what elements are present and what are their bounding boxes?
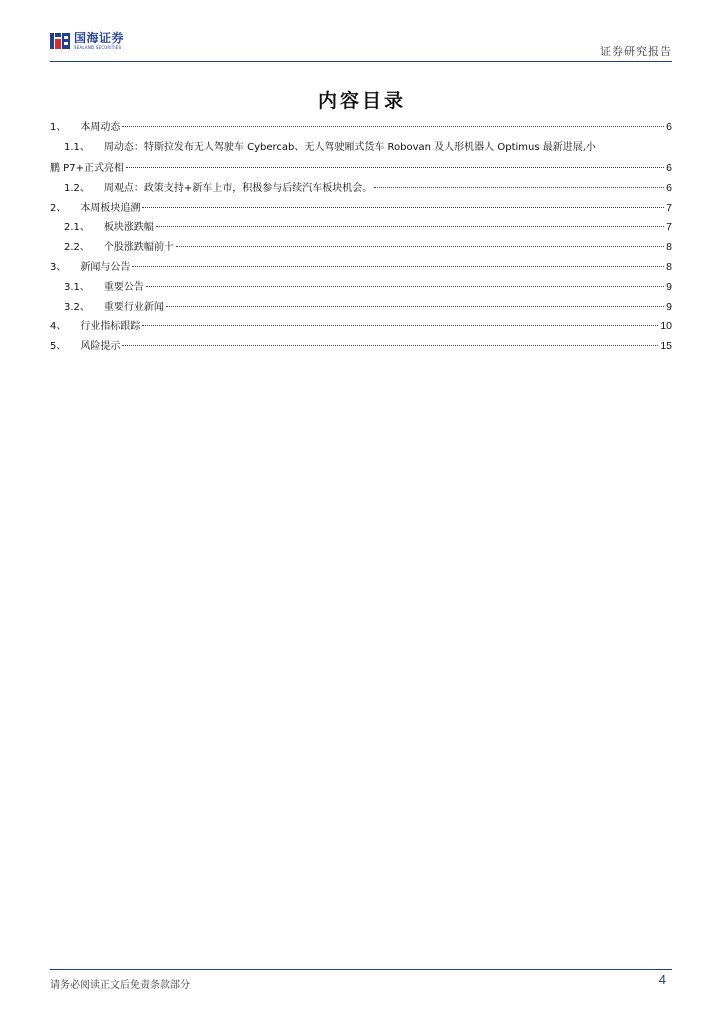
toc-entry-title: 板块涨跌幅 <box>103 222 154 234</box>
toc-dot-leader <box>374 187 664 188</box>
toc-dot-leader <box>122 345 658 346</box>
toc-entry-title: 风险提示 <box>80 341 121 353</box>
toc-dot-leader <box>126 167 664 168</box>
toc-entry-number: 3.2、 <box>64 301 90 313</box>
toc-entry-page: 15 <box>660 340 672 353</box>
toc-entry-page: 9 <box>666 300 672 313</box>
toc-dot-leader <box>142 207 664 208</box>
toc-entry-title: 新闻与公告 <box>80 261 131 273</box>
toc-entry[interactable] <box>50 199 672 219</box>
logo-chinese-name: 国海证券 <box>74 31 125 45</box>
toc-entry-title: 周观点：政策支持+新车上市，积极参与后续汽车板块机会。 <box>103 182 373 194</box>
toc-entry[interactable] <box>50 278 672 298</box>
footer-page-number: 4 <box>658 972 666 987</box>
toc-entry[interactable] <box>50 179 672 199</box>
toc-entry[interactable] <box>50 258 672 278</box>
toc-entry[interactable] <box>50 138 672 179</box>
toc-entry-number: 4、 <box>50 321 67 333</box>
footer-disclaimer: 请务必阅读正文后免责条款部分 <box>50 980 190 991</box>
toc-entry-page: 6 <box>666 181 672 194</box>
toc-entry[interactable] <box>50 337 672 357</box>
table-of-contents <box>50 118 672 357</box>
toc-entry[interactable] <box>50 298 672 318</box>
toc-entry-number: 2.1、 <box>64 222 90 234</box>
sealand-logo-icon <box>50 31 70 51</box>
toc-dot-leader <box>166 306 664 307</box>
toc-entry-page: 8 <box>666 241 672 254</box>
toc-dot-leader <box>176 246 664 247</box>
footer-divider <box>50 969 672 970</box>
logo-english-name: SEALAND SECURITIES <box>74 45 122 50</box>
header-divider <box>50 61 672 62</box>
toc-entry-page: 7 <box>666 201 672 214</box>
toc-entry-number: 1、 <box>50 122 67 133</box>
toc-entry-number: 2.2、 <box>64 242 90 254</box>
toc-entry[interactable] <box>50 118 672 138</box>
report-type-label: 证券研究报告 <box>600 45 672 58</box>
toc-entry-title: 重要公告 <box>103 281 144 293</box>
toc-entry-number: 3、 <box>50 261 67 273</box>
toc-entry-number: 2、 <box>50 202 67 214</box>
toc-dot-leader <box>122 126 664 127</box>
toc-entry-number: 3.1、 <box>64 281 90 293</box>
toc-entry-title: 重要行业新闻 <box>103 301 164 313</box>
company-logo <box>50 30 124 52</box>
toc-entry[interactable] <box>50 238 672 258</box>
toc-entry-title-continued: 鹏 P7+正式亮相 <box>50 162 124 174</box>
toc-entry-page: 9 <box>666 280 672 293</box>
toc-dot-leader <box>142 325 658 326</box>
toc-entry-number: 1.2、 <box>64 182 90 194</box>
toc-entry-page: 10 <box>660 320 672 333</box>
toc-dot-leader <box>132 266 664 267</box>
toc-entry-page: 8 <box>666 260 672 273</box>
toc-entry-title: 本周板块追溯 <box>80 202 141 214</box>
toc-entry-page: 7 <box>666 221 672 234</box>
toc-entry-title: 个股涨跌幅前十 <box>103 242 174 254</box>
page-title: 内容目录 <box>317 90 406 112</box>
toc-entry-page: 6 <box>666 161 672 174</box>
toc-entry-title: 本周动态 <box>80 122 121 133</box>
toc-entry-title: 周动态：特斯拉发布无人驾驶车 Cybercab、无人驾驶厢式货车 Robovan 及人形机器人 Optimus 最新进展,小 <box>103 141 596 153</box>
toc-entry-title: 行业指标跟踪 <box>80 321 141 333</box>
toc-dot-leader <box>146 286 664 287</box>
toc-entry-number: 5、 <box>50 341 67 353</box>
toc-dot-leader <box>156 226 664 227</box>
toc-entry[interactable] <box>50 218 672 238</box>
toc-entry-number: 1.1、 <box>64 141 90 153</box>
toc-entry-page: 6 <box>666 121 672 133</box>
toc-entry[interactable] <box>50 317 672 337</box>
